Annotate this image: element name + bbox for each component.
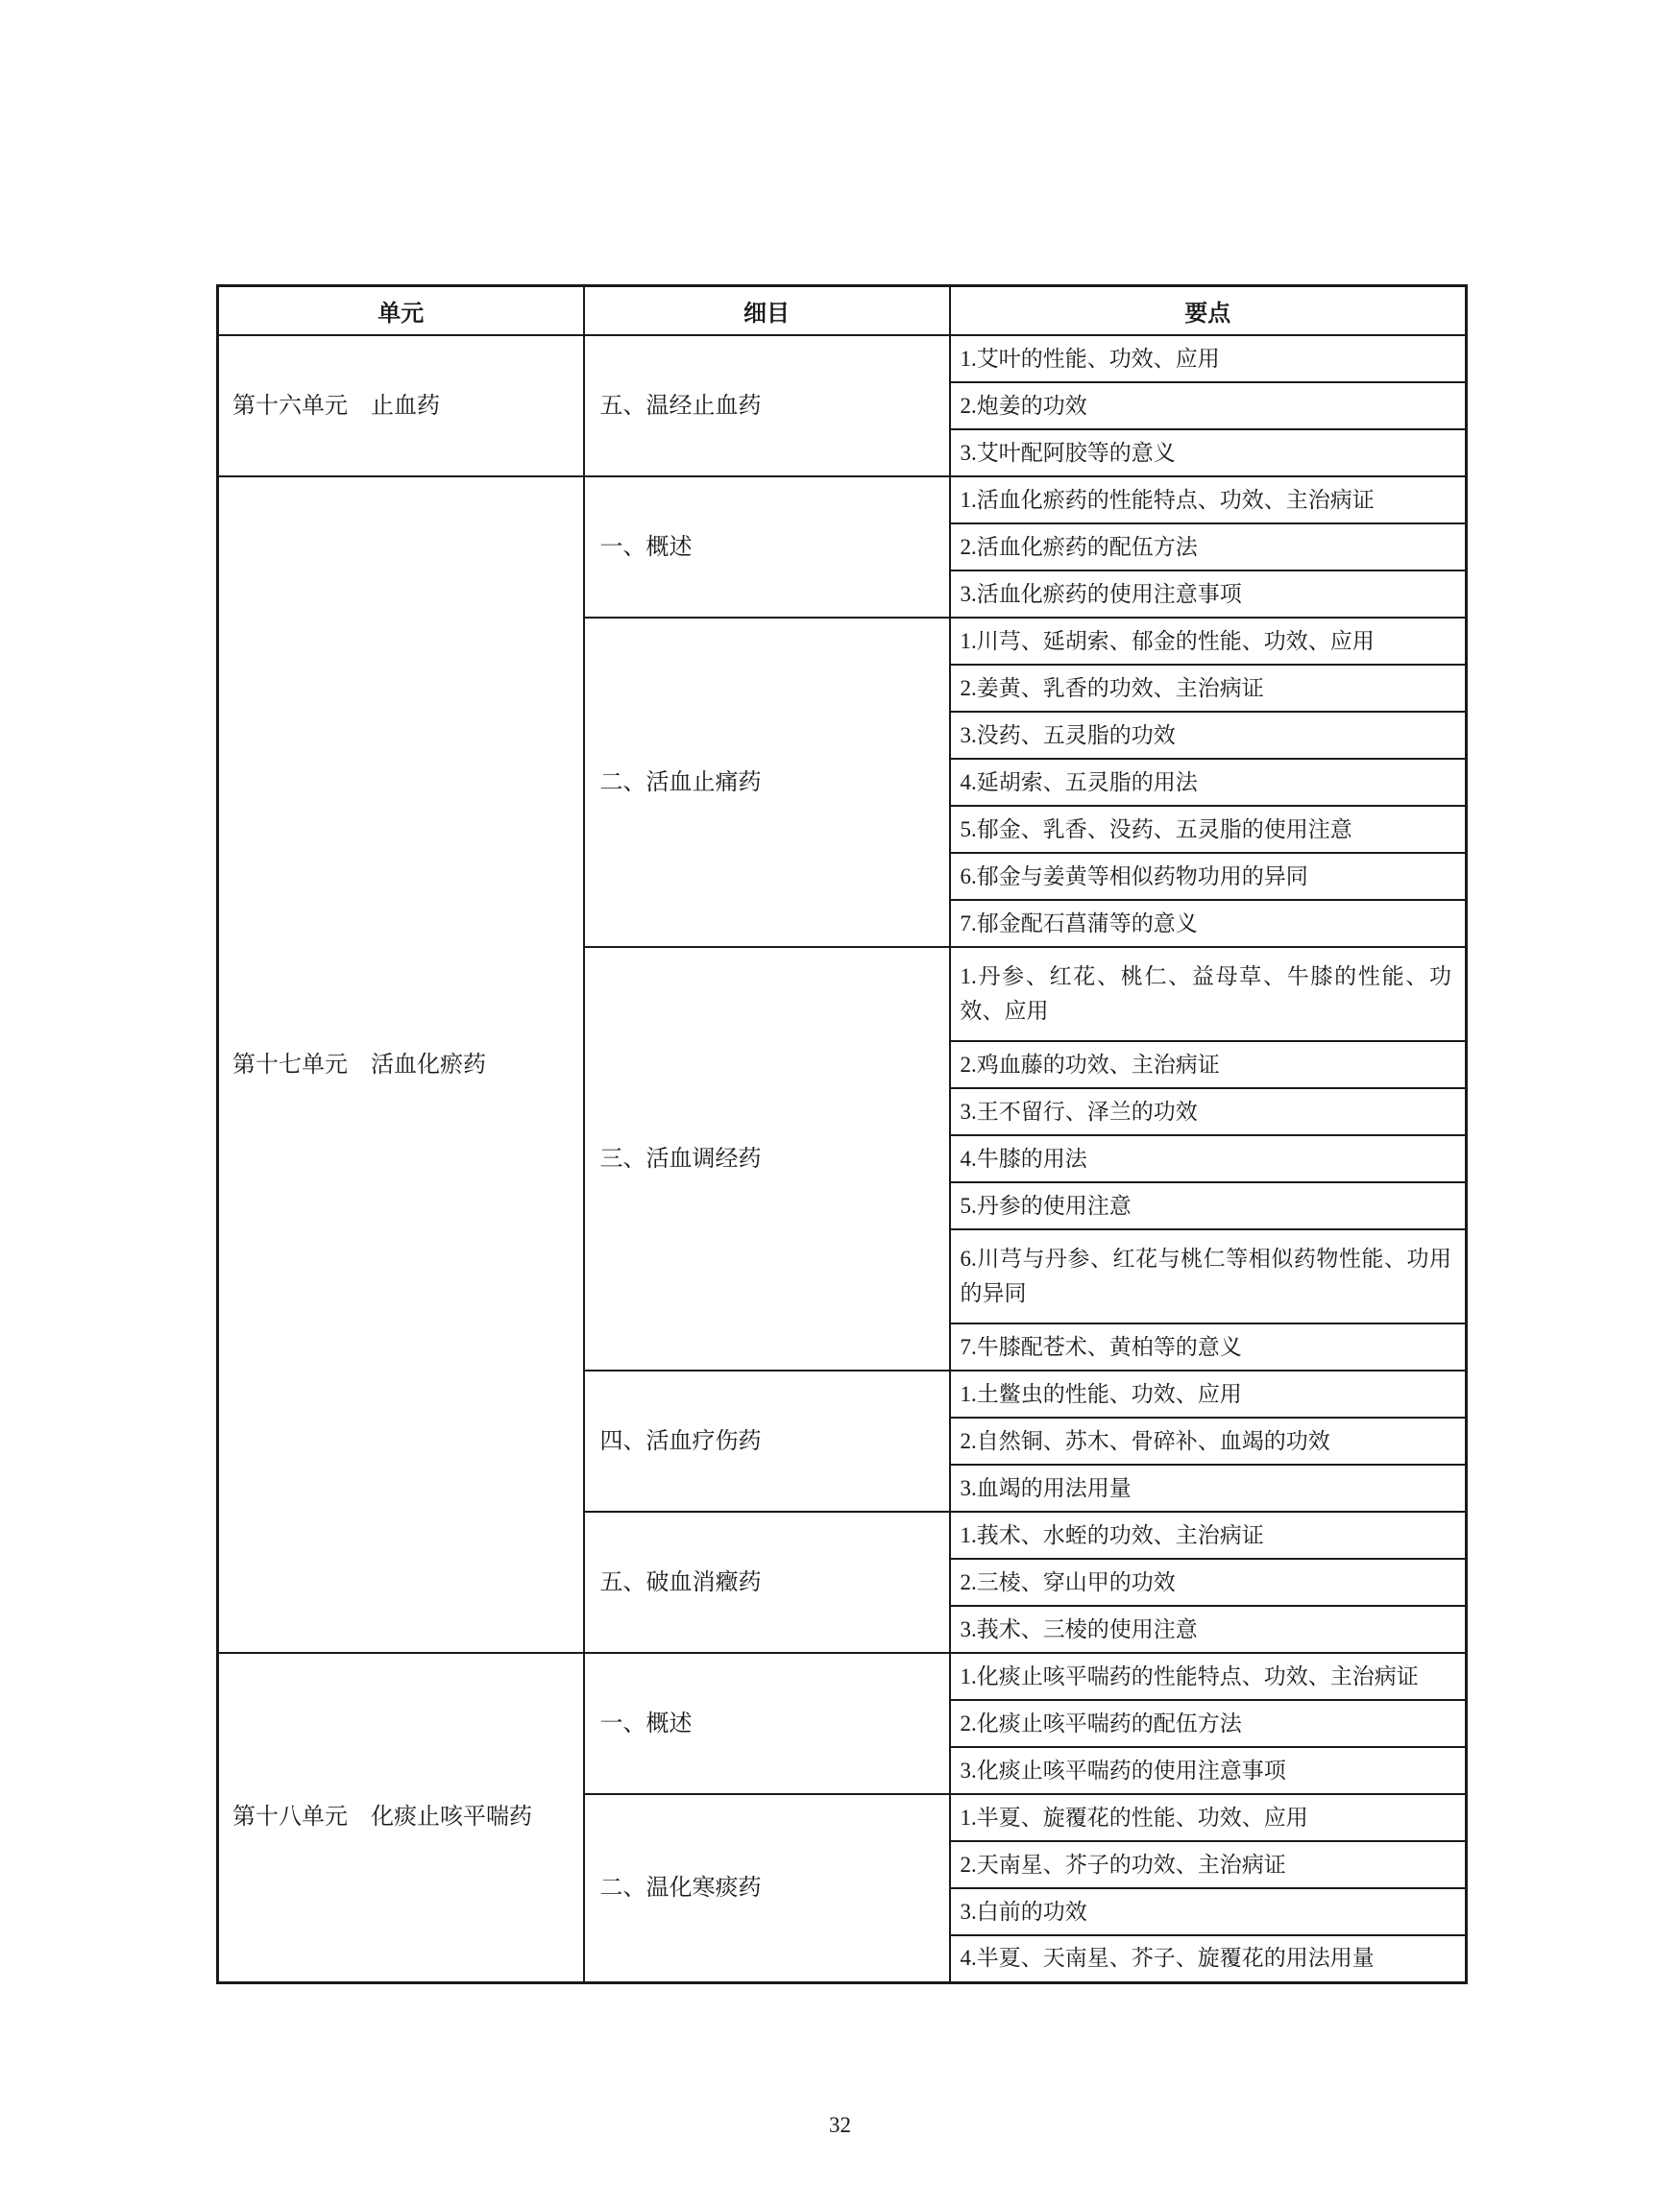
point-cell: 2.三棱、穿山甲的功效 xyxy=(950,1559,1467,1606)
point-cell: 1.化痰止咳平喘药的性能特点、功效、主治病证 xyxy=(950,1653,1467,1700)
table-row xyxy=(218,476,1467,523)
syllabus-table xyxy=(216,284,1468,1984)
point-cell: 7.郁金配石菖蒲等的意义 xyxy=(950,900,1467,947)
point-cell: 2.鸡血藤的功效、主治病证 xyxy=(950,1041,1467,1088)
section-cell: 五、破血消癥药 xyxy=(584,1512,950,1653)
point-cell: 3.艾叶配阿胶等的意义 xyxy=(950,429,1467,476)
point-cell: 3.王不留行、泽兰的功效 xyxy=(950,1088,1467,1135)
point-cell: 6.川芎与丹参、红花与桃仁等相似药物性能、功用的异同 xyxy=(950,1229,1467,1323)
unit-cell: 第十八单元 化痰止咳平喘药 xyxy=(218,1653,584,1982)
point-cell: 1.丹参、红花、桃仁、益母草、牛膝的性能、功效、应用 xyxy=(950,947,1467,1041)
section-cell: 二、温化寒痰药 xyxy=(584,1794,950,1982)
point-cell: 2.天南星、芥子的功效、主治病证 xyxy=(950,1841,1467,1888)
point-cell: 4.半夏、天南星、芥子、旋覆花的用法用量 xyxy=(950,1935,1467,1982)
point-cell: 4.牛膝的用法 xyxy=(950,1135,1467,1182)
point-cell: 2.炮姜的功效 xyxy=(950,382,1467,429)
point-cell: 4.延胡索、五灵脂的用法 xyxy=(950,759,1467,806)
section-cell: 三、活血调经药 xyxy=(584,947,950,1371)
point-cell: 3.化痰止咳平喘药的使用注意事项 xyxy=(950,1747,1467,1794)
section-cell: 二、活血止痛药 xyxy=(584,618,950,947)
point-cell: 5.郁金、乳香、没药、五灵脂的使用注意 xyxy=(950,806,1467,853)
point-cell: 6.郁金与姜黄等相似药物功用的异同 xyxy=(950,853,1467,900)
point-cell: 1.川芎、延胡索、郁金的性能、功效、应用 xyxy=(950,618,1467,665)
point-cell: 3.没药、五灵脂的功效 xyxy=(950,712,1467,759)
header-cell-subsection: 细目 xyxy=(584,286,950,336)
header-cell-keypoints: 要点 xyxy=(950,286,1467,336)
point-cell: 2.化痰止咳平喘药的配伍方法 xyxy=(950,1700,1467,1747)
table-row xyxy=(218,1653,1467,1700)
point-cell: 5.丹参的使用注意 xyxy=(950,1182,1467,1229)
table-row xyxy=(218,335,1467,382)
header-cell-unit: 单元 xyxy=(218,286,584,336)
point-cell: 1.活血化瘀药的性能特点、功效、主治病证 xyxy=(950,476,1467,523)
point-cell: 7.牛膝配苍术、黄柏等的意义 xyxy=(950,1323,1467,1371)
point-cell: 3.活血化瘀药的使用注意事项 xyxy=(950,570,1467,618)
table-header-row xyxy=(218,286,1467,336)
point-cell: 1.莪术、水蛭的功效、主治病证 xyxy=(950,1512,1467,1559)
point-cell: 1.半夏、旋覆花的性能、功效、应用 xyxy=(950,1794,1467,1841)
point-cell: 2.活血化瘀药的配伍方法 xyxy=(950,523,1467,570)
section-cell: 一、概述 xyxy=(584,476,950,618)
unit-cell: 第十六单元 止血药 xyxy=(218,335,584,476)
point-cell: 2.自然铜、苏木、骨碎补、血竭的功效 xyxy=(950,1418,1467,1465)
point-cell: 3.莪术、三棱的使用注意 xyxy=(950,1606,1467,1653)
unit-cell: 第十七单元 活血化瘀药 xyxy=(218,476,584,1653)
point-cell: 2.姜黄、乳香的功效、主治病证 xyxy=(950,665,1467,712)
page-number: 32 xyxy=(829,2113,851,2137)
point-cell: 1.土鳖虫的性能、功效、应用 xyxy=(950,1371,1467,1418)
section-cell: 五、温经止血药 xyxy=(584,335,950,476)
point-cell: 3.血竭的用法用量 xyxy=(950,1465,1467,1512)
section-cell: 四、活血疗伤药 xyxy=(584,1371,950,1512)
section-cell: 一、概述 xyxy=(584,1653,950,1794)
point-cell: 3.白前的功效 xyxy=(950,1888,1467,1935)
point-cell: 1.艾叶的性能、功效、应用 xyxy=(950,335,1467,382)
